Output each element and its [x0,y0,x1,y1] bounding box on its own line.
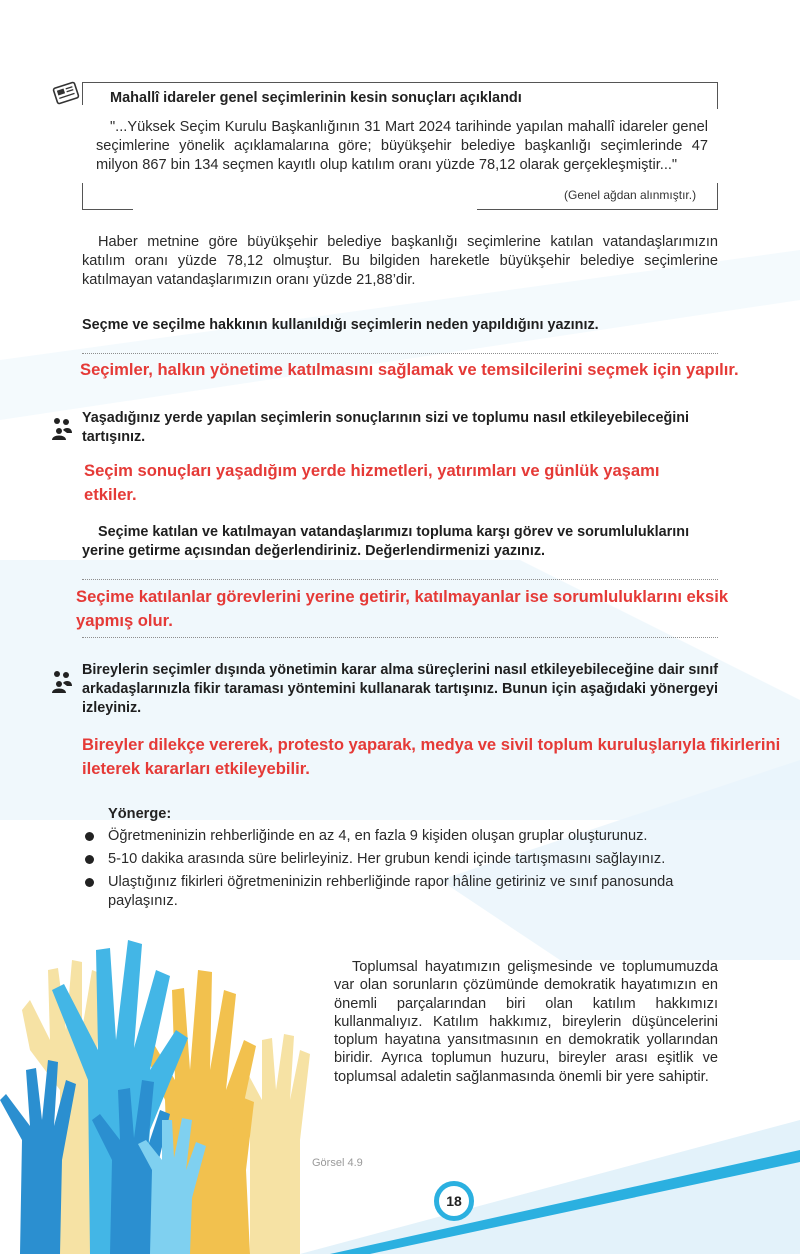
directive-title: Yönerge: [108,806,172,822]
list-item [82,827,722,846]
directive-item: Öğretmeninizin rehberliğinde en az 4, en fazla 9 kişiden oluşan gruplar oluşturunuz. [108,828,648,844]
bullet-icon [85,855,94,864]
answer-2: Seçim sonuçları yaşadığım yerde hizmetleri, yatırımları ve günlük yaşamı etkiler. [84,461,660,504]
news-title: Mahallî idareler genel seçimlerinin kesin sonuçları açıklandı [110,90,522,106]
question-2: Yaşadığınız yerde yapılan seçimlerin sonuçlarının sizi ve toplumu nasıl etkileyebileceğini tartışınız. [82,410,690,445]
image-caption: Görsel 4.9 [312,1157,363,1169]
list-item [82,873,722,911]
news-quote: "...Yüksek Seçim Kurulu Başkanlığının 31 Mart 2024 tarihinde yapılan mahallî idareler genel seçimlerine yönelik açıklamalarına göre; büyükşehir belediye başkanlığı seçimlerinde 47 milyon 867 bin 134 seçmen kayıtlı olup katılım oranı yüzde 78,12 olarak gerçekleşmiştir..." [96,119,708,173]
directive-list [82,827,722,915]
paragraph-participation-right: Toplumsal hayatımızın gelişmesinde ve toplumumuzda var olan sorunların çözümünde demokratik hayatımızın en önemli parçalarından biri olan katılım hakkımızı kullanmalıyız. Katılım hakkımız, bireylerin düşüncelerini toplum hayatına yansıtmasının en demokratik yollarından biridir. Ayrıca toplumun huzuru, bireyler arası eşitlik ve toplumsal adaletin sağlanmasında önemli bir yere sahiptir. [334,959,718,1085]
newspaper-icon [52,80,80,106]
question-1: Seçme ve seçilme hakkının kullanıldığı seçimlerin neden yapıldığını yazınız. [82,317,599,333]
raised-hands-illustration [0,930,330,1254]
directive-item: 5-10 dakika arasında süre belirleyiniz. Her grubun kendi içinde tartışmasını sağlayınız. [108,851,666,867]
bullet-icon [85,878,94,887]
group-discussion-icon [50,669,74,693]
answer-line [82,579,718,580]
bullet-icon [85,832,94,841]
paragraph-participation: Haber metnine göre büyükşehir belediye başkanlığı seçimlerine katılan vatandaşlarımızın katılım oranı yüzde 78,12 olmuştur. Bu bilgiden hareketle büyükşehir belediye seçimlerine katılmayan vatandaşlarımızın oranı yüzde 21,88’dir. [82,234,718,288]
page-number: 18 [434,1181,474,1221]
answer-line [82,353,718,354]
list-item [82,850,722,869]
directive-item: Ulaştığınız fikirleri öğretmeninizin rehberliğinde rapor hâline getiriniz ve sınıf panosunda paylaşınız. [108,874,674,909]
answer-3: Seçime katılanlar görevlerini yerine getirir, katılmayanlar ise sorumluluklarını eksik yapmış olur. [76,587,729,630]
news-source: (Genel ağdan alınmıştır.) [564,188,697,202]
answer-4: Bireyler dilekçe vererek, protesto yaparak, medya ve sivil toplum kuruluşlarıyla fikirlerini ileterek kararları etkileyebilir. [82,735,781,778]
question-4: Bireylerin seçimler dışında yönetimin karar alma süreçlerini nasıl etkileyebileceğine dair sınıf arkadaşlarınızla fikir taraması yöntemini kullanarak tartışınız. Bunun için aşağıdaki yönergeyi izleyiniz. [82,662,718,716]
group-discussion-icon [50,416,74,440]
answer-line [82,637,718,638]
question-3: Seçime katılan ve katılmayan vatandaşlarımızı topluma karşı görev ve sorumluluklarını yerine getirme açısından değerlendiriniz. Değerlendirmenizi yazınız. [82,524,690,559]
answer-1: Seçimler, halkın yönetime katılmasını sağlamak ve temsilcilerini seçmek için yapılır. [80,360,739,379]
